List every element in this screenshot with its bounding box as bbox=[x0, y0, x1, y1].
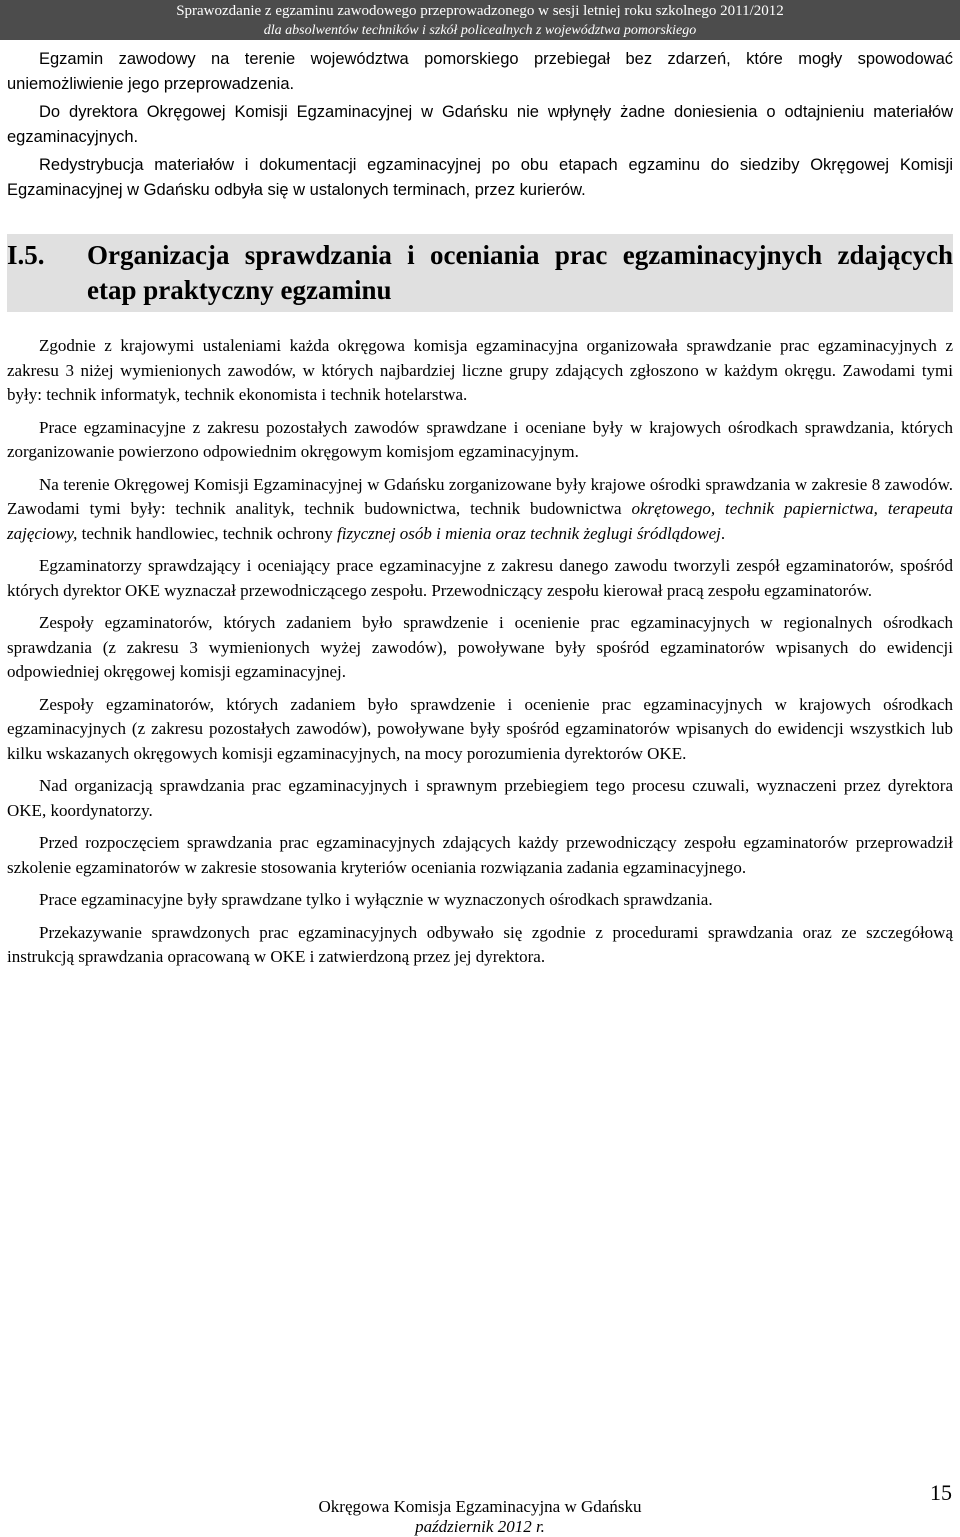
page-footer bbox=[0, 1497, 960, 1537]
body-paragraph: Przed rozpoczęciem sprawdzania prac egzaminacyjnych zdających każdy przewodniczący zespołu egzaminatorów przeprowadził szkolenie egzaminatorów w zakresie stosowania kryteriów oceniania rozwiązania zadania egzaminacyjnego. bbox=[7, 833, 953, 877]
body-paragraph: Egzaminatorzy sprawdzający i oceniający prace egzaminacyjne z zakresu danego zawodu tworzyli zespół egzaminatorów, spośród których dyrektor OKE wyznaczał przewodniczącego zespołu. Przewodniczący zespołu kierował pracą zespołu egzaminatorów. bbox=[7, 556, 953, 600]
section-number: I.5. bbox=[7, 240, 45, 270]
body-paragraph: Prace egzaminacyjne z zakresu pozostałych zawodów sprawdzane i oceniane były w krajowych ośrodkach sprawdzania, których zorganizowanie powierzono odpowiednim okręgowym komisjom egzaminacyjnym. bbox=[7, 417, 953, 461]
page-content bbox=[7, 47, 953, 978]
body-paragraph: Zgodnie z krajowymi ustaleniami każda okręgowa komisja egzaminacyjna organizowała sprawdzanie prac egzaminacyjnych z zakresu 3 niżej wymienionych zawodów, w których najbardziej liczne grupy zdających zgłoszono w każdym okręgu. Zawodami tymi były: technik informatyk, technik ekonomista i technik hotelarstwa. bbox=[7, 336, 953, 404]
body-paragraph: Przekazywanie sprawdzonych prac egzaminacyjnych odbywało się zgodnie z procedurami sprawdzania oraz ze szczegółową instrukcją sprawdzania opracowaną w OKE i zatwierdzoną przez jej dyrektora. bbox=[7, 922, 953, 966]
section-heading bbox=[7, 234, 953, 312]
body-paragraph-mixed bbox=[7, 473, 953, 547]
body-paragraph: Zespoły egzaminatorów, których zadaniem było sprawdzenie i ocenienie prac egzaminacyjnych w krajowych ośrodkach egzaminacyjnych (z zakresu pozostałych zawodów), powoływane były spośród egzaminatorów wpisanych do ewidencji wszystkich lub kilku wskazanych okręgowych komisji egzaminacyjnych, na mocy porozumienia dyrektorów OKE. bbox=[7, 694, 953, 763]
section-body bbox=[7, 334, 953, 970]
intro-block bbox=[7, 47, 953, 202]
intro-paragraph: Redystrybucja materiałów i dokumentacji egzaminacyjnej po obu etapach egzaminu do siedziby Okręgowej Komisji Egzaminacyjnej w Gdańsku odbyła się w ustalonych terminach, przez kurierów. bbox=[7, 156, 953, 199]
body-paragraph: Prace egzaminacyjne były sprawdzane tylko i wyłącznie w wyznaczonych ośrodkach sprawdzania. bbox=[39, 890, 713, 909]
page-number: 15 bbox=[930, 1480, 952, 1505]
section-title: Organizacja sprawdzania i oceniania prac egzaminacyjnych zdających etap praktyczny egzaminu bbox=[87, 240, 953, 305]
footer-date: październik 2012 r. bbox=[415, 1517, 545, 1536]
header-subtitle: dla absolwentów techników i szkół policealnych z województwa pomorskiego bbox=[263, 23, 697, 38]
intro-paragraph: Do dyrektora Okręgowej Komisji Egzaminacyjnej w Gdańsku nie wpłynęły żadne doniesienia o odtajnieniu materiałów egzaminacyjnych. bbox=[7, 103, 953, 146]
italic-run: fizycznej osób i mienia oraz technik żeglugi śródlądowej bbox=[337, 523, 721, 543]
text-run: technik handlowiec, technik ochrony bbox=[77, 523, 337, 543]
body-paragraph: Nad organizacją sprawdzania prac egzaminacyjnych i sprawnym przebiegiem tego procesu czuwali, wyznaczeni przez dyrektora OKE, koordynatorzy. bbox=[7, 776, 953, 820]
header-title: Sprawozdanie z egzaminu zawodowego przeprowadzonego w sesji letniej roku szkolnego 2011/2012 bbox=[176, 3, 784, 19]
footer-organization: Okręgowa Komisja Egzaminacyjna w Gdańsku bbox=[318, 1497, 642, 1516]
text-run: . bbox=[720, 523, 726, 543]
text-run: Na terenie Okręgowej Komisji Egzaminacyjnej w Gdańsku zorganizowane były krajowe ośrodki sprawdzania w zakresie 8 zawodów. Zawodami tymi były: technik analityk, technik budownictwa, technik budownictwa bbox=[7, 474, 953, 518]
intro-paragraph: Egzamin zawodowy na terenie województwa pomorskiego przebiegał bez zdarzeń, które mogły spowodować uniemożliwienie jego przeprowadzenia. bbox=[7, 50, 953, 93]
running-header bbox=[0, 0, 960, 40]
italic-run: okrętowego, technik papiernictwa, terapeuta zajęciowy, bbox=[7, 499, 953, 543]
body-paragraph: Zespoły egzaminatorów, których zadaniem było sprawdzenie i ocenienie prac egzaminacyjnych w regionalnych ośrodkach sprawdzania (z zakresu 3 wymienionych wyżej zawodów), powoływane były spośród egzaminatorów wpisanych do ewidencji odpowiedniej okręgowej komisji egzaminacyjnej. bbox=[7, 613, 953, 681]
